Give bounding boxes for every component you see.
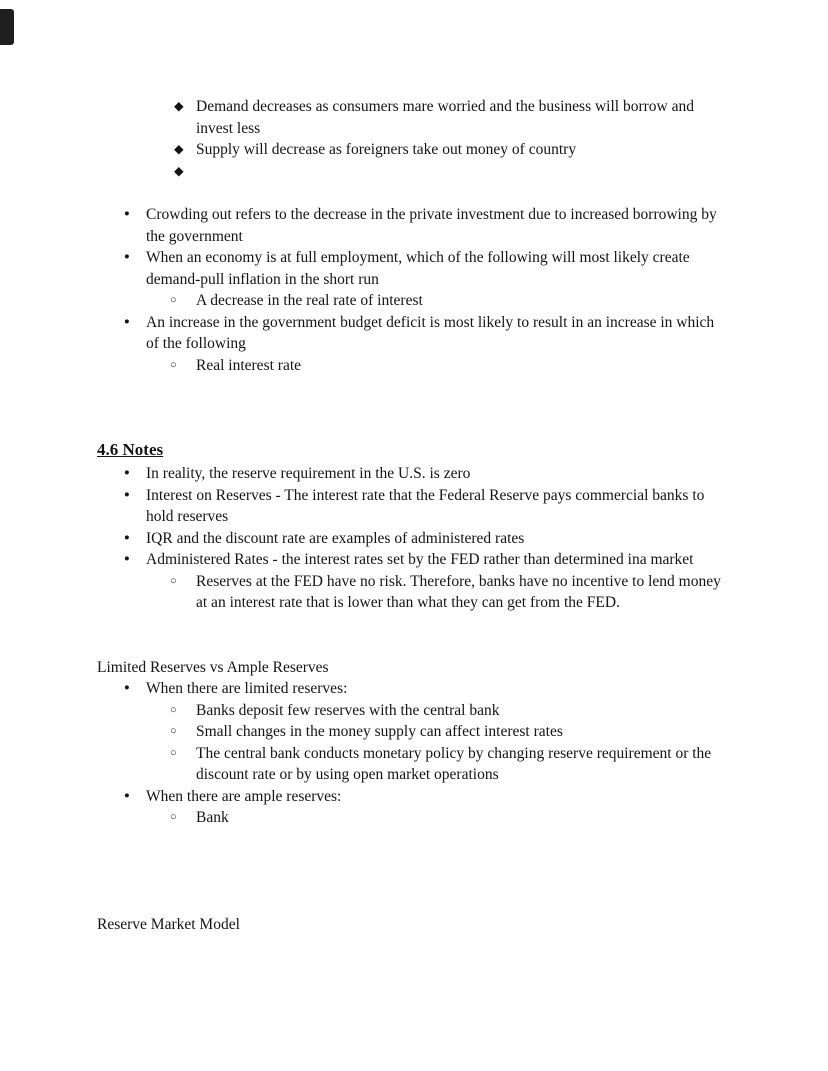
document-content xyxy=(97,96,725,935)
diamond-bullet-item: ◆ Supply will decrease as foreigners take out money of country xyxy=(97,139,725,161)
sub-bullet-central-bank-policy: ○ The central bank conducts monetary policy by changing reserve requirement or the discount rate or by using open market operations xyxy=(97,743,725,786)
section-heading-46-notes: 4.6 Notes xyxy=(97,440,164,459)
sub-bullet-full-employment-answer: ○ A decrease in the real rate of interest xyxy=(97,290,725,312)
bullet-administered-rates: ● Administered Rates - the interest rates set by the FED rather than determined ina market xyxy=(97,549,725,571)
corner-artifact xyxy=(0,9,14,45)
sub-bullet-reserves-no-risk: ○ Reserves at the FED have no risk. Therefore, banks have no incentive to lend money at an interest rate that is lower than what they can get from the FED. xyxy=(97,571,725,614)
sub-bullet-small-changes: ○ Small changes in the money supply can affect interest rates xyxy=(97,721,725,743)
notes-bullet-list xyxy=(97,463,725,614)
sub-bullet-banks-deposit: ○ Banks deposit few reserves with the central bank xyxy=(97,700,725,722)
bullet-full-employment: ● When an economy is at full employment, which of the following will most likely create demand-pull inflation in the short run xyxy=(97,247,725,290)
diamond-bullet-item-empty xyxy=(97,161,725,183)
diamond-bullet-item: ◆ Demand decreases as consumers mare worried and the business will borrow and invest less xyxy=(97,96,725,139)
qa-bullet-list xyxy=(97,204,725,376)
bullet-limited-reserves: ● When there are limited reserves: xyxy=(97,678,725,700)
sub-bullet-budget-deficit-answer: ○ Real interest rate xyxy=(97,355,725,377)
bullet-interest-on-reserves: ● Interest on Reserves - The interest rate that the Federal Reserve pays commercial banks to hold reserves xyxy=(97,485,725,528)
reserves-bullet-list xyxy=(97,678,725,829)
bullet-iqr-discount-rate: ● IQR and the discount rate are examples of administered rates xyxy=(97,528,725,550)
paragraph-reserve-market-model: Reserve Market Model xyxy=(97,915,240,933)
diamond-bullet-list xyxy=(97,96,725,182)
paragraph-limited-vs-ample: Limited Reserves vs Ample Reserves xyxy=(97,658,329,676)
bullet-reserve-requirement: ● In reality, the reserve requirement in the U.S. is zero xyxy=(97,463,725,485)
sub-bullet-bank: ○ Bank xyxy=(97,807,725,829)
bullet-budget-deficit: ● An increase in the government budget deficit is most likely to result in an increase in which of the following xyxy=(97,312,725,355)
bullet-crowding-out: ● Crowding out refers to the decrease in the private investment due to increased borrowing by the government xyxy=(97,204,725,247)
bullet-ample-reserves: ● When there are ample reserves: xyxy=(97,786,725,808)
